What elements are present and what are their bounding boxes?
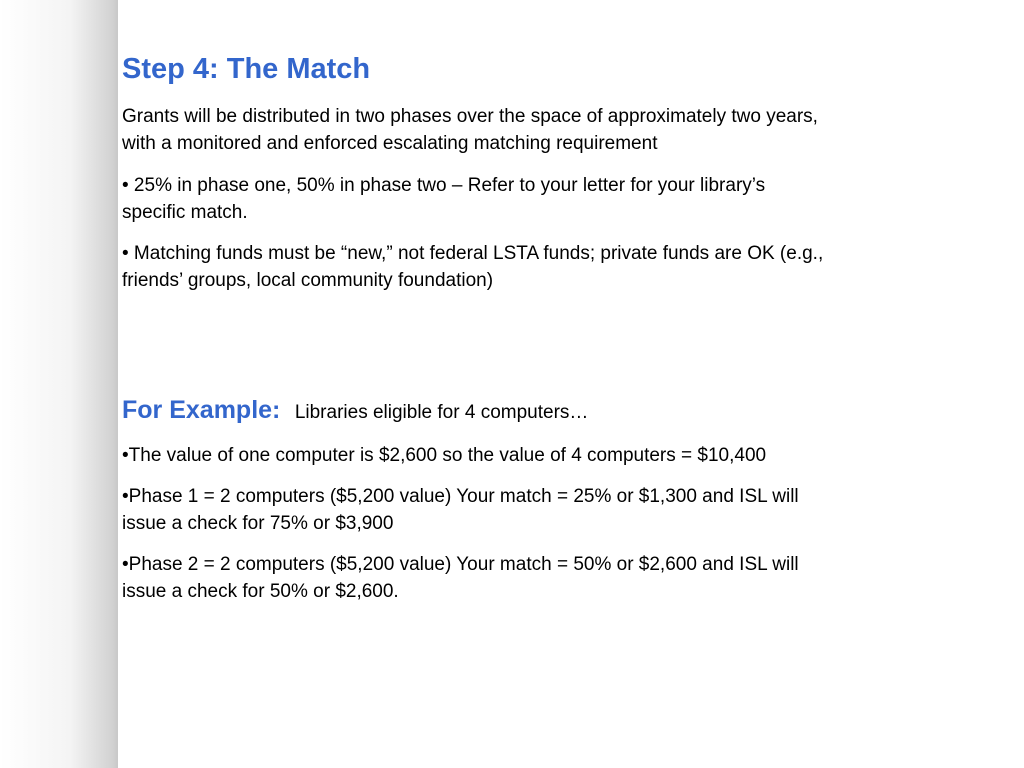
- text-line: •The value of one computer is $2,600 so the value of 4 computers = $10,400: [122, 445, 767, 466]
- example-heading: [122, 395, 588, 428]
- text-line: •Phase 2 = 2 computers ($5,200 value) Your match = 50% or $2,600 and ISL will: [122, 554, 799, 575]
- text-line: with a monitored and enforced escalating matching requirement: [122, 133, 658, 154]
- text-line: Grants will be distributed in two phases over the space of approximately two years,: [122, 106, 818, 127]
- phase2-paragraph: [122, 551, 1002, 605]
- stripe-bar: [34, 0, 98, 768]
- example-text: Libraries eligible for 4 computers…: [294, 402, 589, 423]
- slide-title: Step 4: The Match: [122, 53, 371, 85]
- text-line: friends’ groups, local community foundation): [122, 270, 494, 291]
- intro-paragraph: [122, 103, 1002, 157]
- text-line: issue a check for 50% or $2,600.: [122, 581, 399, 602]
- decorative-stripe-border: [0, 0, 118, 768]
- value-line: [122, 442, 1002, 469]
- text-line: specific match.: [122, 202, 248, 223]
- text-line: • 25% in phase one, 50% in phase two – Refer to your letter for your library’s: [122, 175, 766, 196]
- example-label: For Example:: [122, 396, 281, 424]
- text-line: •Phase 1 = 2 computers ($5,200 value) Your match = 25% or $1,300 and ISL will: [122, 486, 799, 507]
- text-line: • Matching funds must be “new,” not federal LSTA funds; private funds are OK (e.g.,: [122, 243, 824, 264]
- phase1-paragraph: [122, 483, 1002, 537]
- bullet-matching-funds: [122, 240, 1002, 294]
- bullet-phase-percentages: [122, 172, 1002, 226]
- text-line: issue a check for 75% or $3,900: [122, 513, 394, 534]
